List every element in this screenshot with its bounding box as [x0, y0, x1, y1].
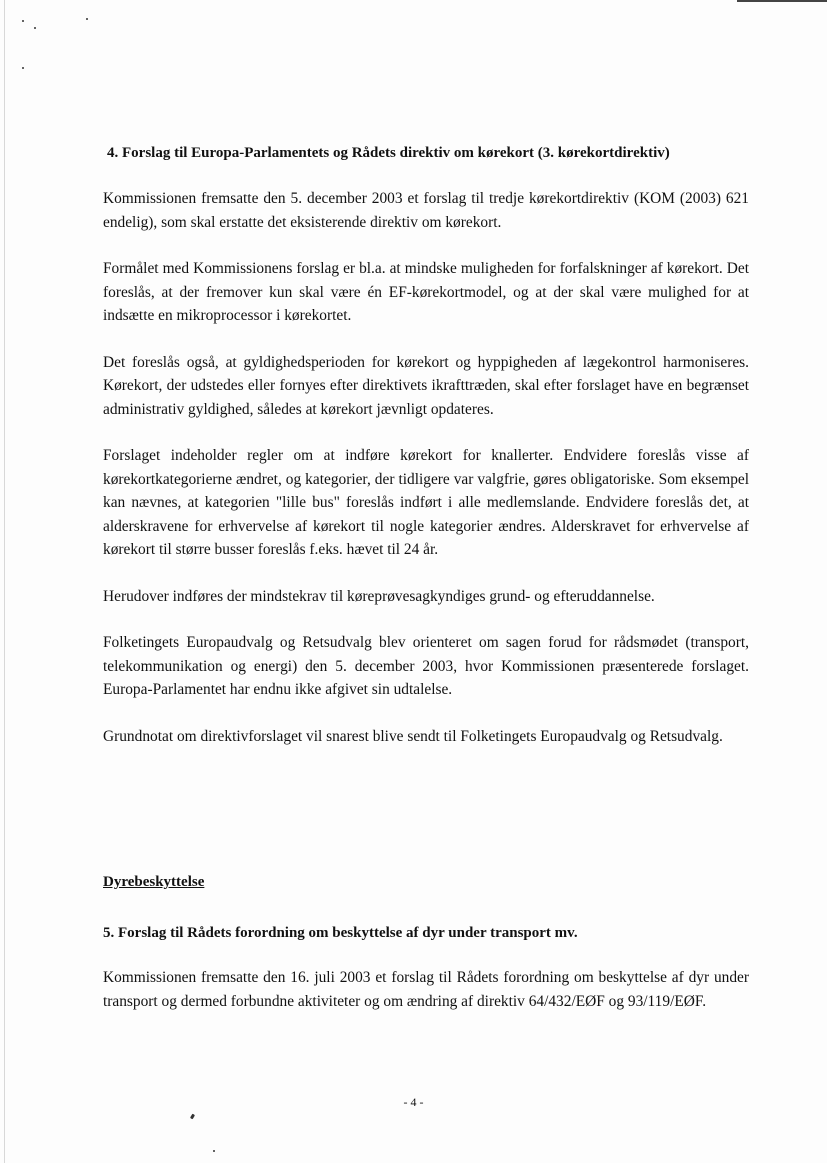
section-5 — [103, 922, 749, 1036]
scan-speck — [213, 1150, 215, 1152]
paragraph: Forslaget indeholder regler om at indføre kørekort for knallerter. Endvidere foreslås visse af kørekortkategorierne ændret, og kategorier, der tidligere var valgfrie, gøres obligatoriske. Som eksempel kan nævnes, at kategorien "lille bus" foreslås indført i alle medlemslande. Endvidere foreslås det, at alderskravene for erhvervelse af kørekort til nogle kategorier ændres. Alderskravet for erhvervelse af kørekort til større busser foreslås f.eks. hævet til 24 år. — [103, 447, 749, 558]
page-number: - 4 - — [403, 1095, 424, 1109]
scan-edge-line — [4, 0, 5, 1163]
section-4 — [103, 142, 749, 771]
paragraph: Herudover indføres der mindstekrav til køreprøvesagkyndiges grund- og efteruddannelse. — [103, 587, 655, 605]
section-title-dyrebeskyttelse: Dyrebeskyttelse — [103, 874, 205, 890]
paragraph: Formålet med Kommissionens forslag er bl.a. at mindske muligheden for forfalskninger af kørekort. Det foreslås, at der fremover kun skal være én EF-kørekortmodel, og at der skal være mulighed for at indsætte en mikroprocessor i kørekortet. — [103, 260, 749, 324]
scan-speck — [22, 20, 24, 22]
paragraph: Kommissionen fremsatte den 16. juli 2003 et forslag til Rådets forordning om beskyttelse af dyr under transport og dermed forbundne aktiviteter og om ændring af direktiv 64/432/EØF og 93/119/EØF. — [103, 969, 749, 1010]
section-5-heading: 5. Forslag til Rådets forordning om beskyttelse af dyr under transport mv. — [103, 925, 578, 941]
scan-speck — [190, 1114, 195, 1120]
paragraph: Grundnotat om direktivforslaget vil snarest blive sendt til Folketingets Europaudvalg og Retsudvalg. — [103, 727, 723, 745]
scan-speck — [34, 27, 36, 29]
scan-top-line — [737, 0, 827, 2]
paragraph: Det foreslås også, at gyldighedsperioden for kørekort og hyppigheden af lægekontrol harmoniseres. Kørekort, der udstedes eller fornyes efter direktivets ikrafttræden, skal efter forslaget have en begrænset administrativ gyldighed, således at kørekort jævnligt opdateres. — [103, 353, 749, 418]
scan-speck — [22, 67, 24, 69]
scan-speck — [86, 18, 88, 20]
paragraph: Folketingets Europaudvalg og Retsudvalg blev orienteret om sagen forud for rådsmødet (transport, telekommunikation og energi) den 5. december 2003, hvor Kommissionen præsenterede forslaget. Europa-Parlamentet har endnu ikke afgivet sin udtalelse. — [103, 634, 749, 698]
section-4-heading: 4. Forslag til Europa-Parlamentets og Rådets direktiv om kørekort (3. kørekortdirektiv) — [107, 145, 670, 161]
paragraph: Kommissionen fremsatte den 5. december 2003 et forslag til tredje kørekortdirektiv (KOM (2003) 621 endelig), som skal erstatte det eksisterende direktiv om kørekort. — [103, 190, 749, 231]
